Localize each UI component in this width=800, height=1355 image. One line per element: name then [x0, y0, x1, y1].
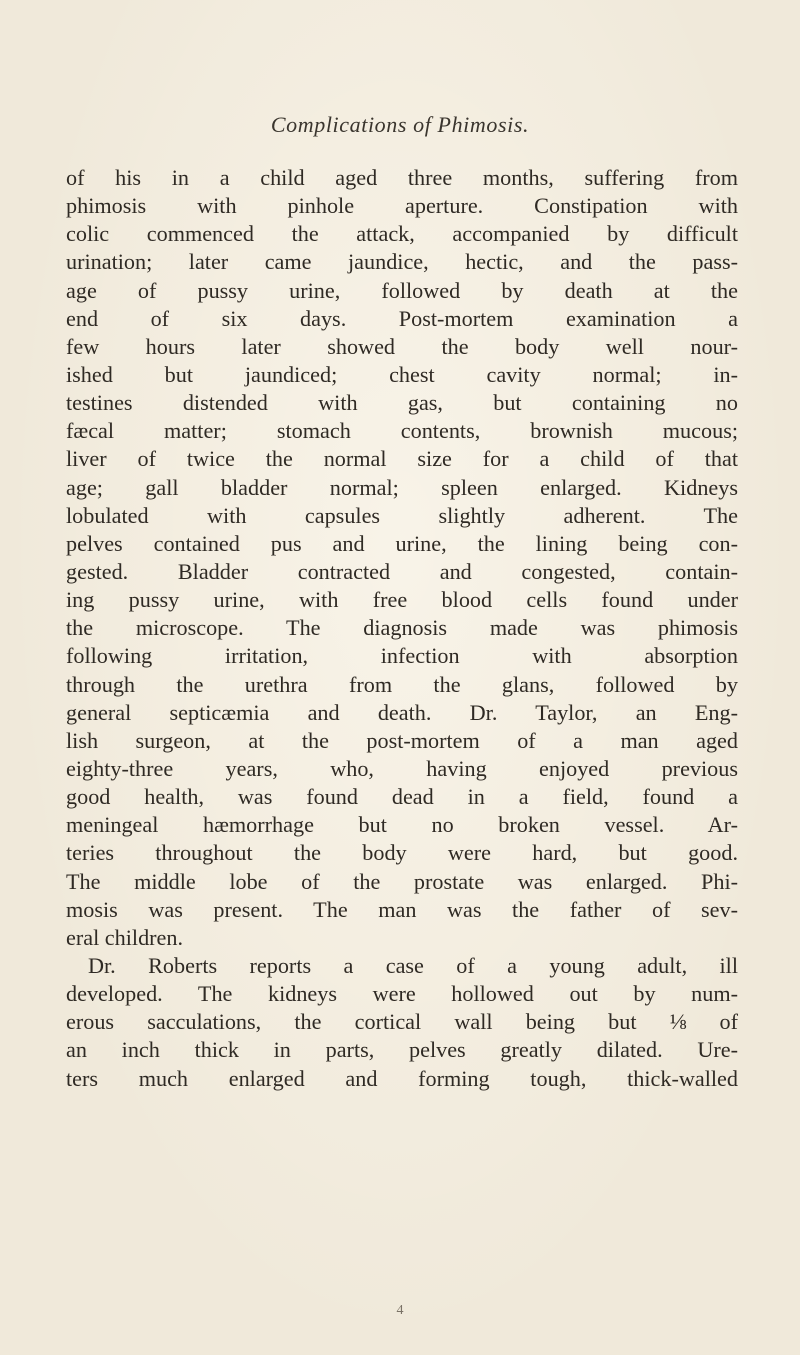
text-line: gested. Bladder contracted and congested, contain-: [66, 558, 738, 584]
text-line: fæcal matter; stomach contents, brownish mucous;: [66, 418, 738, 444]
text-line: few hours later showed the body well nour-: [66, 333, 738, 359]
text-line: the microscope. The diagnosis made was phimosis: [66, 615, 738, 641]
text-line: good health, was found dead in a field, found a: [66, 784, 738, 810]
text-line: ished but jaundiced; chest cavity normal; in-: [66, 361, 738, 387]
text-line: through the urethra from the glans, followed by: [66, 671, 738, 697]
text-line: lobulated with capsules slightly adherent. The: [66, 502, 738, 528]
text-line: erous sacculations, the cortical wall being but ⅛ of: [66, 1009, 738, 1035]
text-line: lish surgeon, at the post-mortem of a man aged: [66, 727, 738, 753]
text-line: eral children.: [66, 924, 184, 950]
text-line: developed. The kidneys were hollowed out by num-: [66, 981, 738, 1007]
text-line: eighty-three years, who, having enjoyed previous: [66, 755, 738, 781]
text-line: following irritation, infection with absorption: [66, 643, 738, 669]
text-line: end of six days. Post-mortem examination a: [66, 305, 738, 331]
text-line: liver of twice the normal size for a child of that: [66, 446, 738, 472]
text-line: colic commenced the attack, accompanied by difficult: [66, 221, 738, 247]
text-line: The middle lobe of the prostate was enlarged. Phi-: [66, 868, 738, 894]
body-text: [66, 164, 738, 1093]
text-line: ters much enlarged and forming tough, thick-walled: [66, 1065, 738, 1091]
running-head: Complications of Phimosis.: [270, 112, 530, 137]
text-line: meningeal hæmorrhage but no broken vessel. Ar-: [66, 812, 738, 838]
text-line: ing pussy urine, with free blood cells found under: [66, 587, 738, 613]
text-line: age; gall bladder normal; spleen enlarged. Kidneys: [66, 474, 738, 500]
text-line: of his in a child aged three months, suffering from: [66, 165, 738, 190]
text-line: urination; later came jaundice, hectic, and the pass-: [66, 249, 738, 275]
text-line: general septicæmia and death. Dr. Taylor, an Eng-: [66, 699, 738, 725]
text-line: mosis was present. The man was the father of sev-: [66, 896, 738, 922]
text-line: testines distended with gas, but containing no: [66, 390, 738, 416]
page-folio: 4: [396, 1303, 404, 1318]
text-line: pelves contained pus and urine, the lining being con-: [66, 530, 738, 556]
text-line: an inch thick in parts, pelves greatly dilated. Ure-: [66, 1037, 738, 1063]
text-line: phimosis with pinhole aperture. Constipation with: [66, 193, 738, 219]
text-line: teries throughout the body were hard, but good.: [66, 840, 738, 866]
text-line: age of pussy urine, followed by death at the: [66, 277, 738, 303]
text-line: Dr. Roberts reports a case of a young adult, ill: [88, 952, 738, 978]
